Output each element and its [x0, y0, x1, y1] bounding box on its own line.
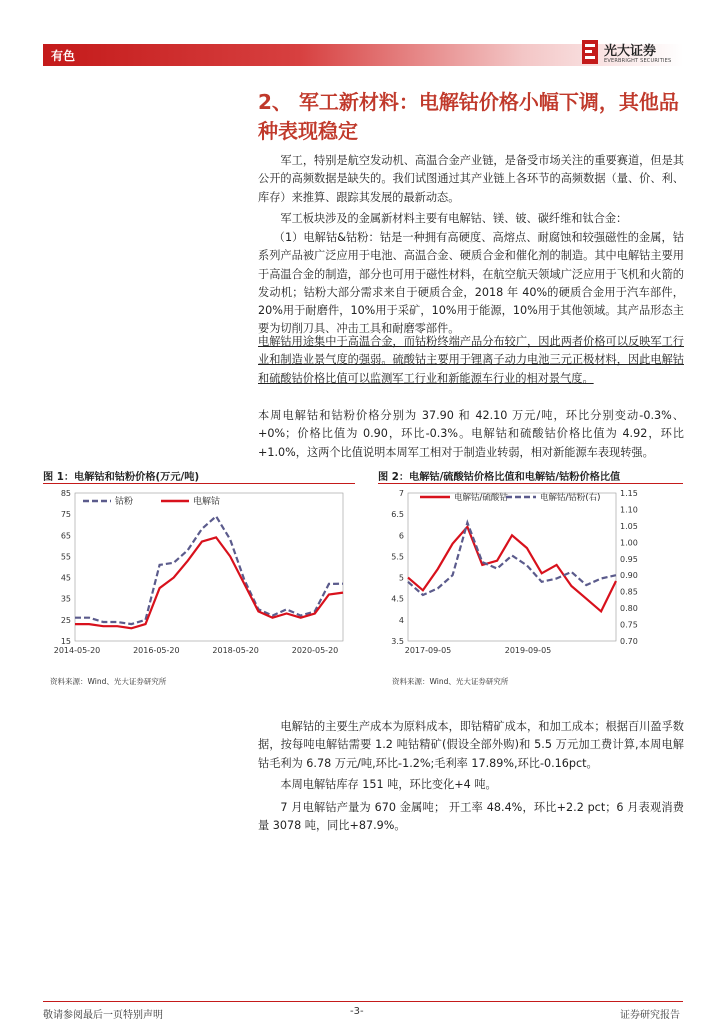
footer-report-type: 证券研究报告 [620, 1010, 680, 1021]
plot-frame [75, 493, 343, 641]
x-tick-label: 2020-05-20 [291, 646, 339, 655]
footer-rule [43, 1001, 683, 1002]
figure-1-rule [43, 483, 355, 484]
company-logo [582, 40, 692, 68]
y-tick-label: 85 [60, 489, 71, 498]
paragraph-inventory: 本周电解钴库存 151 吨，环比变化+4 吨。 [280, 778, 497, 791]
paragraph-cost: 电解钴的主要生产成本为原料成本，即钴精矿成本，和加工成本；根据百川盈孚数据，按每吨电解钴需要 1.2 吨钴精矿(假设全部外购)和 5.5 万元加工费计算,本周电解钴毛利为 6.78 万元/吨,环比-1.2%;毛利率 17.89%,环比-0.16pct。 [258, 720, 684, 770]
y-left-tick-label: 5 [398, 573, 404, 583]
logo-mark-icon [582, 40, 598, 64]
series-line-electrolytic-cobalt [75, 537, 343, 628]
y-right-tick-label: 1.15 [620, 489, 638, 498]
paragraph-materials: 军工板块涉及的金属新材料主要有电解钴、镁、铍、碳纤维和钛合金： [280, 212, 628, 225]
series-line-cobalt-powder [75, 516, 343, 624]
y-left-tick-label: 7 [398, 489, 404, 498]
y-tick-label: 65 [60, 531, 71, 541]
x-tick-label: 2017-09-05 [404, 646, 452, 655]
y-right-tick-label: 1.10 [620, 505, 638, 515]
paragraph-weekly-price: 本周电解钴和钴粉价格分别为 37.90 和 42.10 万元/吨，环比分别变动-0.3%、+0%；价格比值为 0.90，环比-0.3%。电解钴和硫酸钴价格比值为 4.92，环比+1.0%，这两个比值说明本周军工相对于制造业转弱，相对新能源车表现转强。 [258, 409, 684, 459]
paragraph-cobalt-usage: 电解钴用途集中于高温合金，而钴粉终端产品分布较广，因此两者价格可以反映军工行业和制造业景气度的强弱。硫酸钴主要用于锂离子动力电池三元正极材料，因此电解钴和硫酸钴价格比值可以监测军工行业和新能源车行业的相对景气度。 [258, 335, 684, 385]
x-tick-label: 2019-09-05 [504, 646, 552, 655]
x-tick-label: 2018-05-20 [212, 646, 259, 655]
logo-name: 光大证券 [604, 44, 657, 59]
section-heading: 2、 军工新材料：电解钴价格小幅下调，其他品种表现稳定 [258, 90, 679, 143]
page-number: -3- [350, 1006, 364, 1017]
y-right-tick-label: 0.90 [620, 571, 638, 581]
y-tick-label: 15 [60, 637, 71, 646]
y-right-tick-label: 0.85 [620, 587, 638, 597]
figure-2-source: 资料来源：Wind、光大证券研究所 [392, 677, 509, 686]
y-tick-label: 55 [60, 552, 71, 562]
y-right-tick-label: 0.70 [620, 637, 638, 646]
y-tick-label: 35 [60, 594, 71, 604]
figure-1-chart [43, 485, 357, 665]
figure-2-chart [378, 485, 684, 665]
figure-1-title: 图 1：电解钴和钴粉价格(万元/吨) [43, 472, 200, 483]
series-line-electrolytic-to-sulfate-ratio [408, 527, 616, 612]
y-left-tick-label: 4 [398, 615, 404, 625]
figure-1-source: 资料来源：Wind、光大证券研究所 [50, 677, 167, 686]
paragraph-cobalt: （1）电解钴&钴粉：钴是一种拥有高硬度、高熔点、耐腐蚀和较强磁性的金属，钴系列产品被广泛应用于电池、高温合金、硬质合金和催化剂的制造。其中电解钴主要用于高温合金的制造，部分也可用于磁性材料，在航空航天领域广泛应用于飞机和火箭的发动机；钴粉大部分需求来自于硬质合金，2018 年 40%的硬质合金用于汽车部件，20%用于耐磨件，10%用于采矿，10%用于能源，10%用于其他领域。其产品形态主要为切削刀具、冲击工具和耐磨零部件。 [258, 231, 684, 336]
section-label: 有色 [51, 49, 76, 63]
y-tick-label: 45 [60, 573, 71, 583]
paragraph-intro: 军工，特别是航空发动机、高温合金产业链，是备受市场关注的重要赛道，但是其公开的高频数据是缺失的。我们试图通过其产业链上各环节的高频数据（量、价、利、库存）来推算、跟踪其发展的最新动态。 [258, 154, 684, 204]
series-line-electrolytic-to-powder-ratio [408, 523, 616, 595]
legend-label: 电解钴/钴粉(右) [540, 493, 601, 503]
x-tick-label: 2016-05-20 [133, 646, 180, 655]
legend-label: 钴粉 [115, 497, 134, 507]
y-right-tick-label: 0.95 [620, 554, 638, 564]
y-left-tick-label: 6 [398, 531, 404, 541]
footer-disclaimer: 敬请参阅最后一页特别声明 [43, 1010, 163, 1021]
y-left-tick-label: 6.5 [391, 510, 404, 520]
y-tick-label: 25 [60, 615, 71, 625]
y-right-tick-label: 0.75 [620, 620, 638, 630]
y-left-tick-label: 5.5 [391, 552, 404, 562]
logo-english-name: EVERBRIGHT SECURITIES [604, 58, 672, 64]
y-left-tick-label: 4.5 [391, 594, 404, 604]
y-left-tick-label: 3.5 [391, 637, 404, 646]
figure-2-rule [378, 483, 683, 484]
y-tick-label: 75 [60, 510, 71, 520]
y-right-tick-label: 1.00 [620, 538, 638, 548]
y-right-tick-label: 1.05 [620, 521, 638, 531]
y-right-tick-label: 0.80 [620, 604, 638, 614]
paragraph-production: 7 月电解钴产量为 670 金属吨； 开工率 48.4%，环比+2.2 pct；6 月表观消费量 3078 吨，同比+87.9%。 [258, 801, 684, 833]
legend-label: 电解钴 [193, 497, 221, 507]
legend-label: 电解钴/硫酸钴 [454, 493, 508, 503]
figure-2-title: 图 2：电解钴/硫酸钴价格比值和电解钴/钴粉价格比值 [378, 472, 621, 483]
x-tick-label: 2014-05-20 [53, 646, 101, 655]
